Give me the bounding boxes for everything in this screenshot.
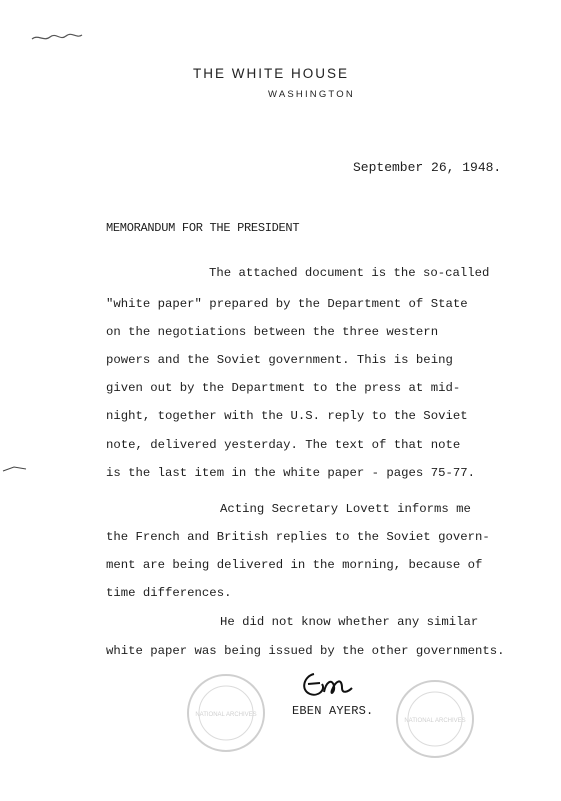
body-line: Acting Secretary Lovett informs me	[220, 502, 471, 516]
body-line: time differences.	[106, 586, 232, 600]
body-line: the French and British replies to the Soviet govern-	[106, 530, 490, 544]
handwritten-initials-signature	[296, 668, 356, 708]
body-line: He did not know whether any similar	[220, 615, 479, 629]
body-line: ment are being delivered in the morning, because of	[106, 558, 483, 572]
body-line: on the negotiations between the three western	[106, 325, 439, 339]
body-line: white paper was being issued by the other governments.	[106, 644, 505, 658]
archive-stamp-left-icon	[183, 670, 269, 756]
body-line: The attached document is the so-called	[209, 266, 490, 280]
body-line: "white paper" prepared by the Department of State	[106, 297, 468, 311]
stamp-text: NATIONAL ARCHIVES	[195, 712, 257, 718]
body-line: given out by the Department to the press at mid-	[106, 381, 461, 395]
letterhead-subtitle: WASHINGTON	[268, 89, 355, 100]
body-line: night, together with the U.S. reply to the Soviet	[106, 409, 468, 423]
memo-subject: MEMORANDUM FOR THE PRESIDENT	[106, 221, 300, 235]
corner-scribble-mark	[30, 30, 85, 46]
memo-date: September 26, 1948.	[353, 160, 502, 175]
archive-stamp-right-icon	[392, 676, 478, 762]
body-line: note, delivered yesterday. The text of that note	[106, 438, 461, 452]
letterhead-title: THE WHITE HOUSE	[193, 66, 350, 81]
body-line: is the last item in the white paper - pages 75-77.	[106, 466, 475, 480]
signature-name: EBEN AYERS.	[292, 704, 374, 718]
stamp-text: NATIONAL ARCHIVES	[404, 718, 466, 724]
margin-mark	[2, 462, 28, 476]
body-line: powers and the Soviet government. This is being	[106, 353, 453, 367]
